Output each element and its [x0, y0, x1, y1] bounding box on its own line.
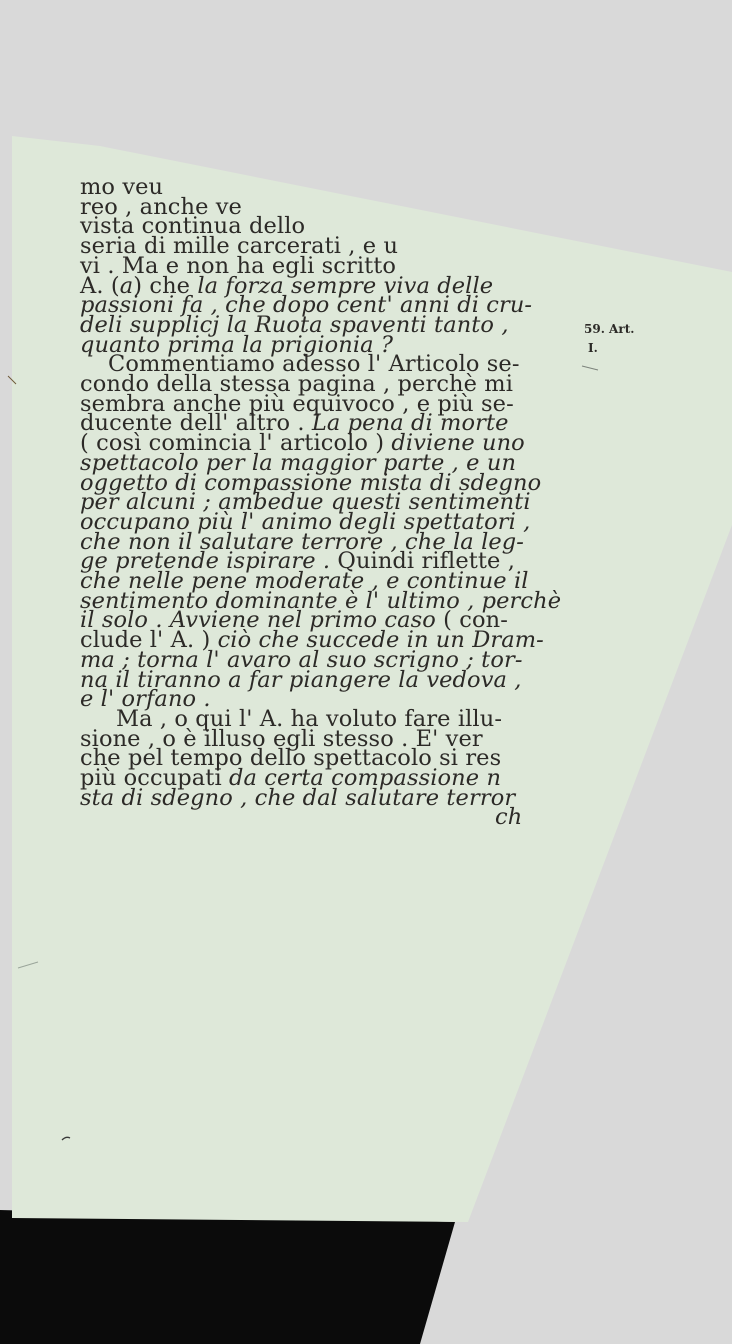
text-segment: vi . Ma e non ha egli scritto	[80, 252, 397, 279]
shadow-under-page	[0, 1210, 455, 1344]
text-segment: A. (	[80, 272, 120, 299]
text-line	[495, 806, 522, 829]
text-segment: Ma , o qui l' A. ha voluto fare illu-	[116, 705, 503, 732]
text-segment: più occupati	[80, 765, 229, 791]
text-segment: ( con-	[443, 607, 508, 634]
text-segment: diviene uno	[391, 430, 525, 457]
text-segment: Commentiamo adesso l' Articolo se-	[108, 351, 520, 378]
text-segment: a	[119, 272, 134, 299]
text-segment: spettacolo per la maggior parte , e un	[80, 449, 517, 476]
text-segment: che nelle pene moderate , e continue il	[80, 568, 529, 594]
text-segment: ciò che succede in un Dram-	[217, 627, 544, 654]
text-segment: vista continua dello	[80, 213, 306, 240]
text-segment: seria di mille carcerati , e u	[80, 233, 399, 260]
text-segment: quanto prima la prigionia ?	[80, 331, 394, 358]
text-segment: sentimento dominante è l' ultimo , perchè	[80, 587, 562, 614]
text-segment: per alcuni ; ambedue questi sentimenti	[80, 489, 531, 516]
text-segment: ducente dell' altro .	[80, 410, 312, 437]
text-segment: la forza sempre viva delle	[197, 272, 494, 299]
text-segment: che pel tempo dello spettacolo si res	[80, 745, 502, 772]
text-segment: occupano più l' animo degli spettatori ,	[80, 508, 531, 535]
text-segment: na il tiranno a far piangere la vedova ,	[80, 666, 522, 693]
text-segment: Quindi riflette ,	[337, 548, 515, 575]
text-segment: da certa compassione n	[229, 765, 502, 791]
text-line	[80, 784, 516, 811]
text-segment: ch	[495, 804, 523, 831]
text-segment: sta di sdegno , che dal salutare terror	[80, 784, 516, 811]
text-segment: passioni fa , che dopo cent' anni di cru-	[80, 292, 533, 319]
text-segment: sione , o è illuso egli stesso . E' ver	[80, 725, 483, 752]
text-segment: che non il salutare terrore , che la leg-	[80, 528, 524, 555]
text-segment: ma ; torna l' avaro al suo scrigno ; tor-	[80, 646, 523, 673]
text-segment: ge pretende ispirare .	[80, 548, 338, 575]
text-segment: il solo . Avviene nel primo caso	[80, 607, 444, 634]
text-segment: mo veu	[80, 174, 164, 200]
text-segment: sembra anche più equivoco , e più se-	[80, 390, 514, 417]
text-segment: La pena di morte	[311, 410, 509, 437]
text-segment: deli supplicj la Ruota spaventi tanto ,	[80, 311, 509, 338]
margin-note-line1: 59. Art.	[584, 322, 635, 336]
margin-note-line2: I.	[588, 341, 598, 355]
text-segment: e l' orfano .	[80, 686, 211, 713]
text-segment: condo della stessa pagina , perchè mi	[80, 371, 514, 397]
text-segment: ) che	[133, 272, 198, 299]
text-segment: clude l' A. )	[80, 627, 218, 654]
text-segment: reo , anche ve	[80, 193, 242, 220]
text-segment: oggetto di compassione mista di sdegno	[80, 469, 542, 496]
text-segment: ( così comincia l' articolo )	[80, 430, 392, 457]
